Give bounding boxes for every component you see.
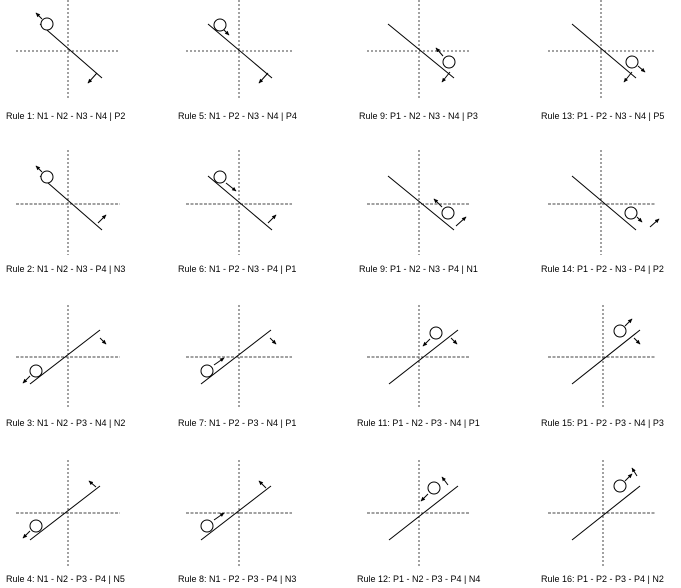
rule-panel-2 [6, 150, 125, 274]
ball [430, 327, 442, 339]
rule-panel-4 [6, 460, 125, 584]
arrow-up-left [436, 48, 443, 56]
arrow-down-left [23, 531, 30, 538]
ball [201, 365, 213, 377]
arrow-up-left [632, 468, 637, 476]
arrow-down-left [88, 73, 97, 83]
rule-caption: Rule 1: N1 - N2 - N3 - N4 | P2 [6, 111, 126, 121]
arrow-up-left [442, 477, 448, 485]
ball [41, 18, 53, 30]
ball [614, 325, 626, 337]
rule-panel-16 [541, 460, 664, 584]
rule-caption: Rule 2: N1 - N2 - N3 - P4 | N3 [6, 264, 126, 274]
ball [625, 207, 637, 219]
rule-caption: Rule 7: N1 - P2 - P3 - N4 | P1 [178, 418, 297, 428]
ball [214, 19, 226, 31]
rule-caption: Rule 9: P1 - N2 - N3 - P4 | N1 [359, 264, 478, 274]
arrow-down-right [100, 338, 106, 344]
arrow-up-right [268, 215, 276, 223]
rule-panel-3 [6, 305, 125, 428]
ball [428, 482, 440, 494]
rule-panel-13 [541, 0, 664, 121]
rule-panel-7 [178, 305, 296, 428]
ball [442, 207, 454, 219]
rule-panel-5 [178, 0, 297, 121]
arrow-down-left [23, 376, 30, 383]
rule-panel-1 [6, 0, 125, 121]
arrow-down-left [442, 72, 450, 82]
arrow-up-left [89, 481, 96, 487]
rule-panel-11 [357, 305, 480, 428]
rule-caption: Rule 13: P1 - P2 - N3 - N4 | P5 [541, 111, 665, 121]
arrow-down-right [634, 338, 640, 344]
arrow-up-right [214, 358, 224, 365]
rule-caption: Rule 6: N1 - P2 - N3 - P4 | P1 [178, 264, 297, 274]
rule-caption: Rule 3: N1 - N2 - P3 - N4 | N2 [6, 418, 126, 428]
arrow-up-right [456, 217, 466, 226]
rule-panel-12 [357, 460, 480, 584]
rule-caption: Rule 4: N1 - N2 - P3 - P4 | N5 [6, 574, 125, 584]
ball [30, 365, 42, 377]
rule-panel-14 [541, 150, 664, 274]
arrow-down-left [624, 72, 632, 82]
arrow-up-right [650, 219, 659, 227]
rule-panel-8 [178, 460, 296, 584]
arrow-up-right [625, 474, 632, 481]
rule-line [208, 176, 272, 230]
rule-line [572, 176, 636, 230]
arrow-up-left [434, 199, 442, 207]
rule-caption: Rule 14: P1 - P2 - N3 - P4 | P2 [541, 264, 664, 274]
rule-line [40, 176, 102, 230]
ball [443, 56, 455, 68]
ball [201, 520, 213, 532]
ball [30, 520, 42, 532]
rule-panel-9b [359, 150, 478, 274]
rule-caption: Rule 5: N1 - P2 - N3 - N4 | P4 [178, 111, 297, 121]
arrow-down-left [259, 73, 268, 83]
rule-panel-15 [541, 305, 664, 428]
arrow-down-right [638, 66, 645, 72]
arrow-up-right [214, 513, 224, 520]
arrow-down-right [226, 183, 236, 191]
arrow-up-left [36, 166, 42, 172]
rule-caption: Rule 11: P1 - N2 - P3 - N4 | P1 [357, 418, 480, 428]
ball [626, 56, 638, 68]
arrow-down-left [421, 494, 428, 501]
arrow-down-right [637, 217, 642, 222]
rule-caption: Rule 12: P1 - N2 - P3 - P4 | N4 [357, 574, 481, 584]
arrow-up-right [625, 319, 632, 326]
arrow-down-right [224, 30, 229, 35]
arrow-up-left [259, 481, 266, 488]
arrow-down-right [451, 338, 457, 344]
arrow-up-right [98, 215, 106, 223]
rule-panel-9a [359, 0, 478, 121]
ball [41, 171, 53, 183]
rule-panel-6 [178, 150, 296, 274]
rule-line [388, 176, 454, 230]
arrow-down-left [423, 339, 430, 346]
arrow-up-left [36, 13, 42, 19]
rule-caption: Rule 15: P1 - P2 - P3 - N4 | P3 [541, 418, 664, 428]
rule-caption: Rule 9: P1 - N2 - N3 - N4 | P3 [359, 111, 478, 121]
rule-caption: Rule 16: P1 - P2 - P3 - P4 | N2 [541, 574, 664, 584]
rule-caption: Rule 8: N1 - P2 - P3 - P4 | N3 [178, 574, 297, 584]
ball [614, 480, 626, 492]
ball [214, 171, 226, 183]
arrow-down-right [270, 338, 276, 344]
